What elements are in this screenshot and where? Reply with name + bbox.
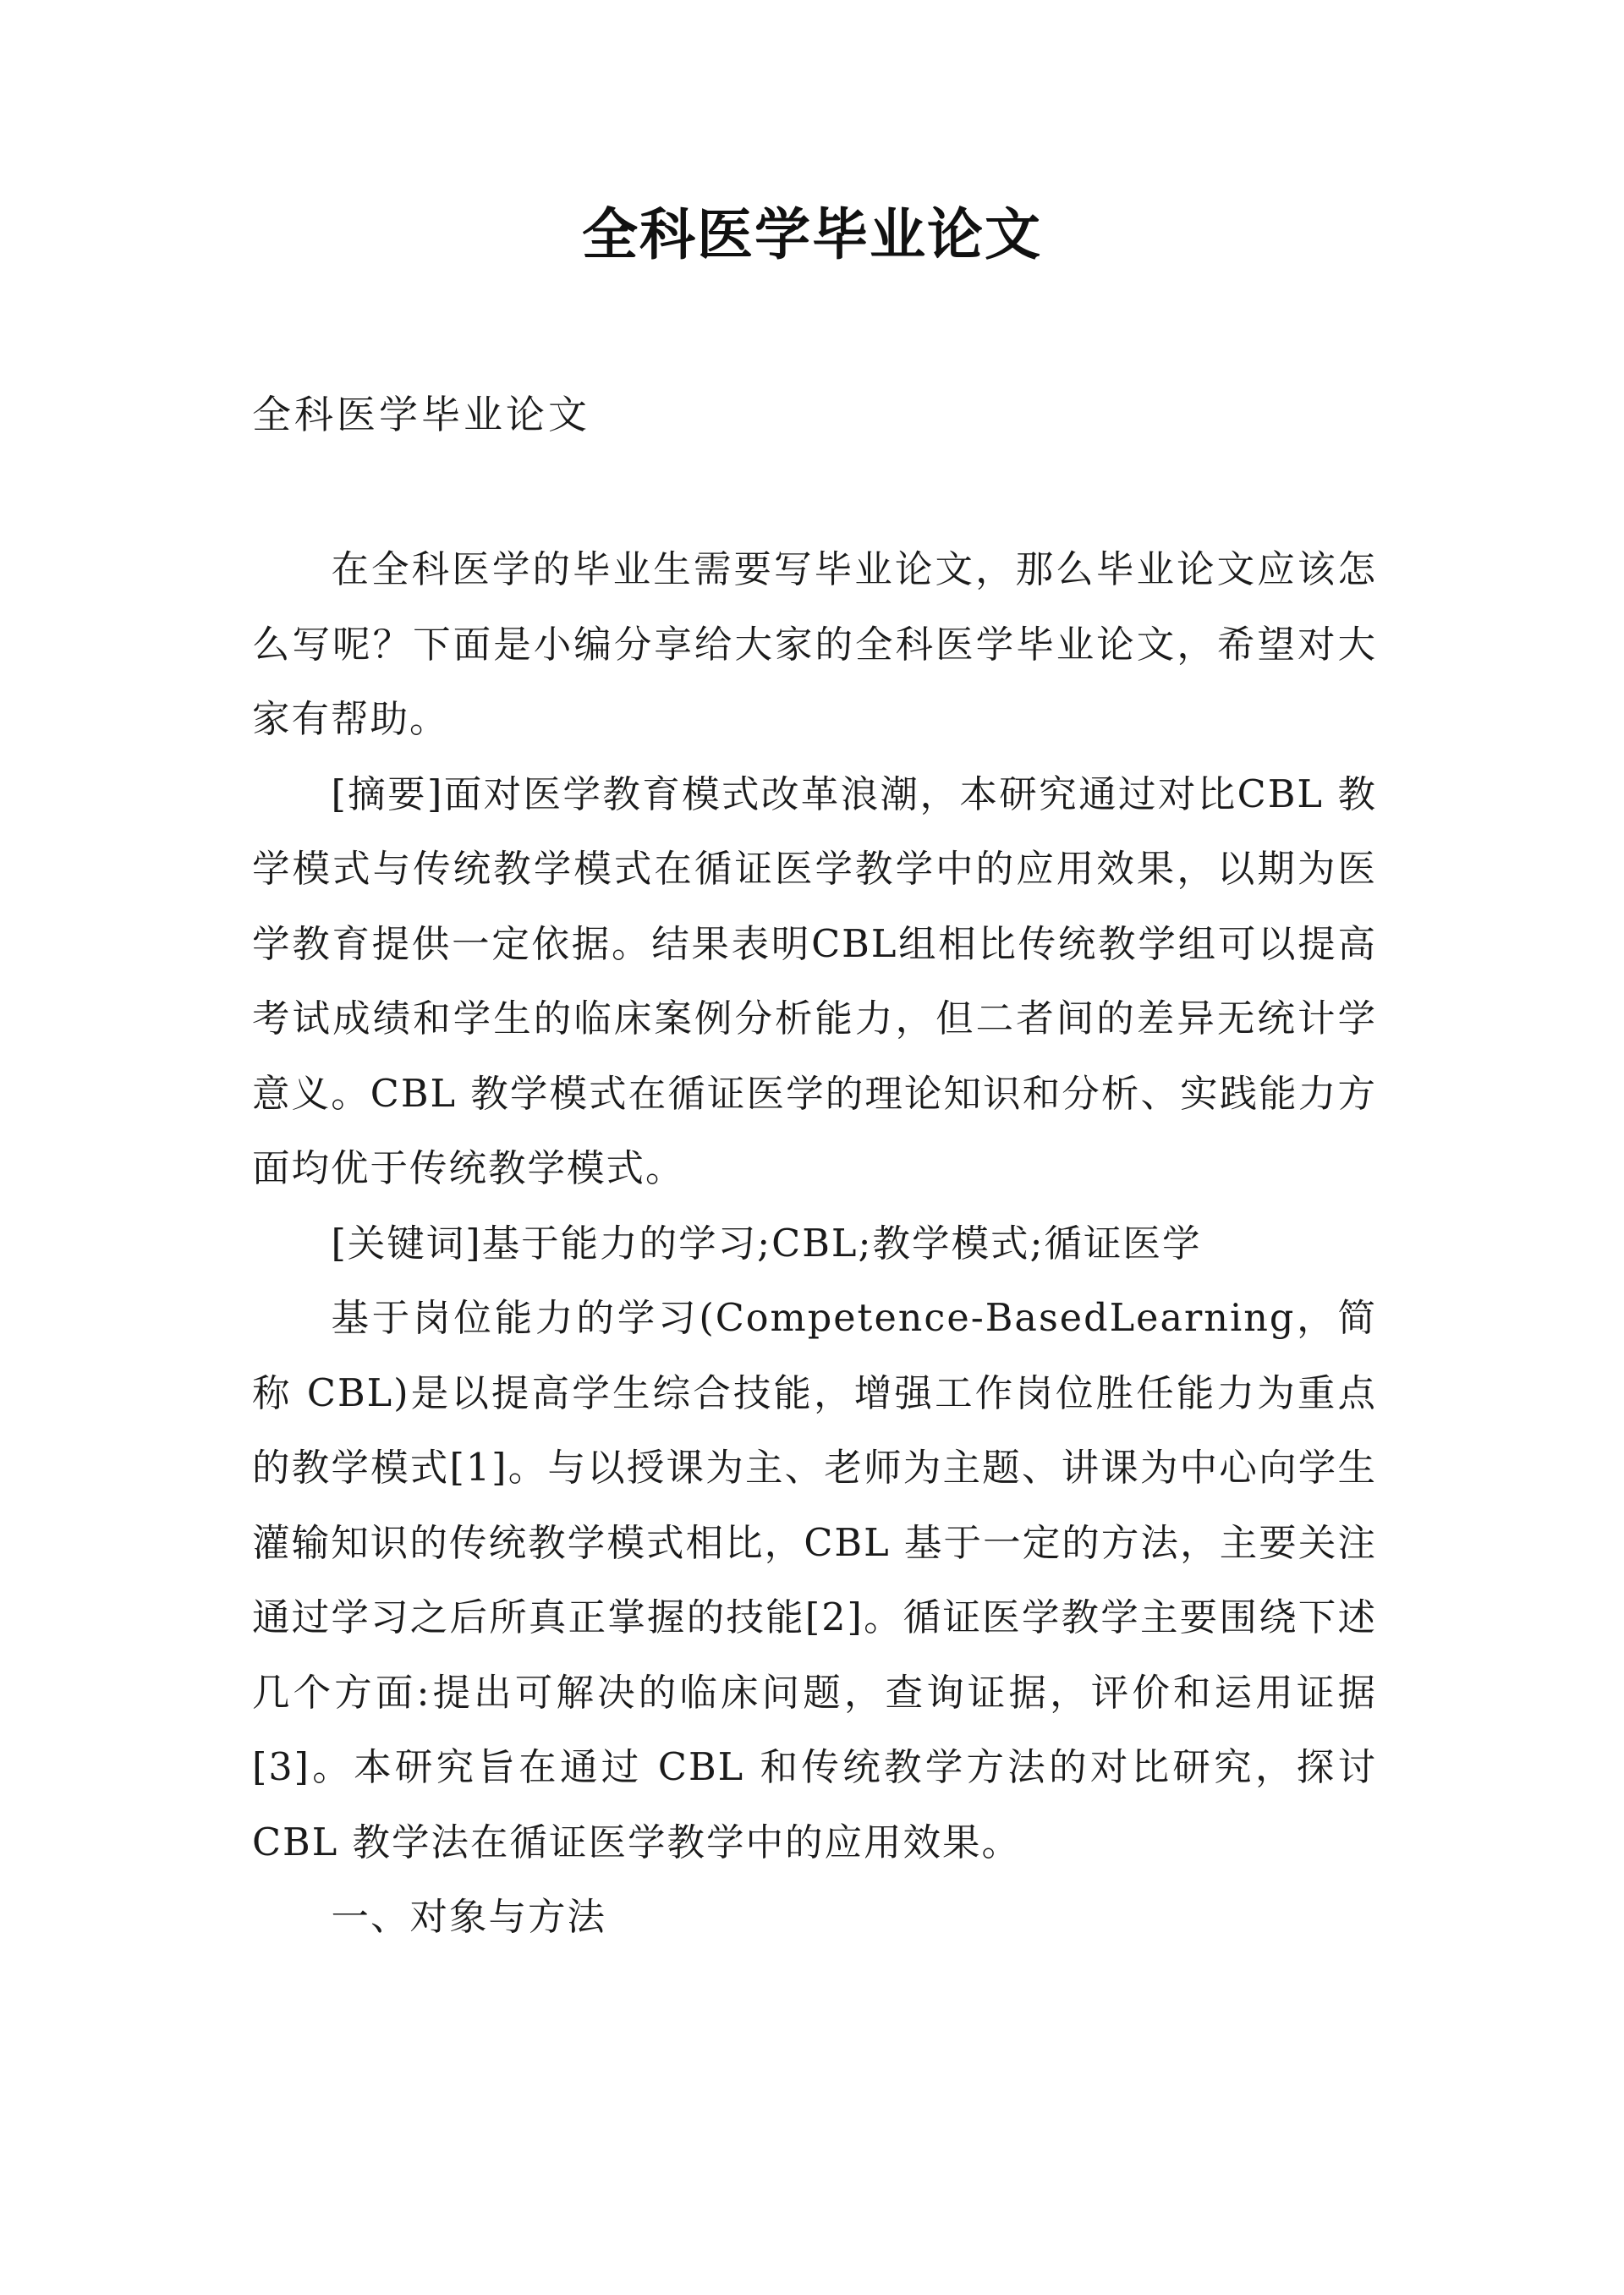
section-heading: 一、对象与方法 — [331, 1896, 606, 1939]
background-paragraph: 基于岗位能力的学习(Competence-BasedLearning，简称 CBL)是以提高学生综合技能，增强工作岗位胜任能力为重点的教学模式[1]。与以授课为主、老师为主题、讲课为中心向学生灌输知识的传统教学模式相比，CBL 基于一定的方法，主要关注通过学习之后所真正掌握的技能[2]。循证医学教学主要围绕下述几个方面:提出可解决的临床问题，查询证据，评价和运用证据[3]。本研究旨在通过 CBL 和传统教学方法的对比研究，探讨 CBL 教学法在循证医学教学中的应用效果。 — [252, 1297, 1377, 1864]
document-title: 全科医学毕业论文 — [582, 202, 1042, 267]
abstract-paragraph: [摘要]面对医学教育模式改革浪潮，本研究通过对比CBL 教学模式与传统教学模式在循证医学教学中的应用效果，以期为医学教育提供一定依据。结果表明CBL组相比传统教学组可以提高考试成绩和学生的临床案例分析能力，但二者间的差异无统计学意义。CBL 教学模式在循证医学的理论知识和分析、实践能力方面均优于传统教学模式。 — [252, 772, 1377, 1190]
intro-paragraph: 在全科医学的毕业生需要写毕业论文，那么毕业论文应该怎么写呢？下面是小编分享给大家的全科医学毕业论文，希望对大家有帮助。 — [252, 548, 1377, 741]
keywords-paragraph: [关键词]基于能力的学习;CBL;教学模式;循证医学 — [331, 1222, 1202, 1266]
document-subtitle: 全科医学毕业论文 — [252, 392, 590, 437]
document-body — [252, 533, 1377, 1956]
